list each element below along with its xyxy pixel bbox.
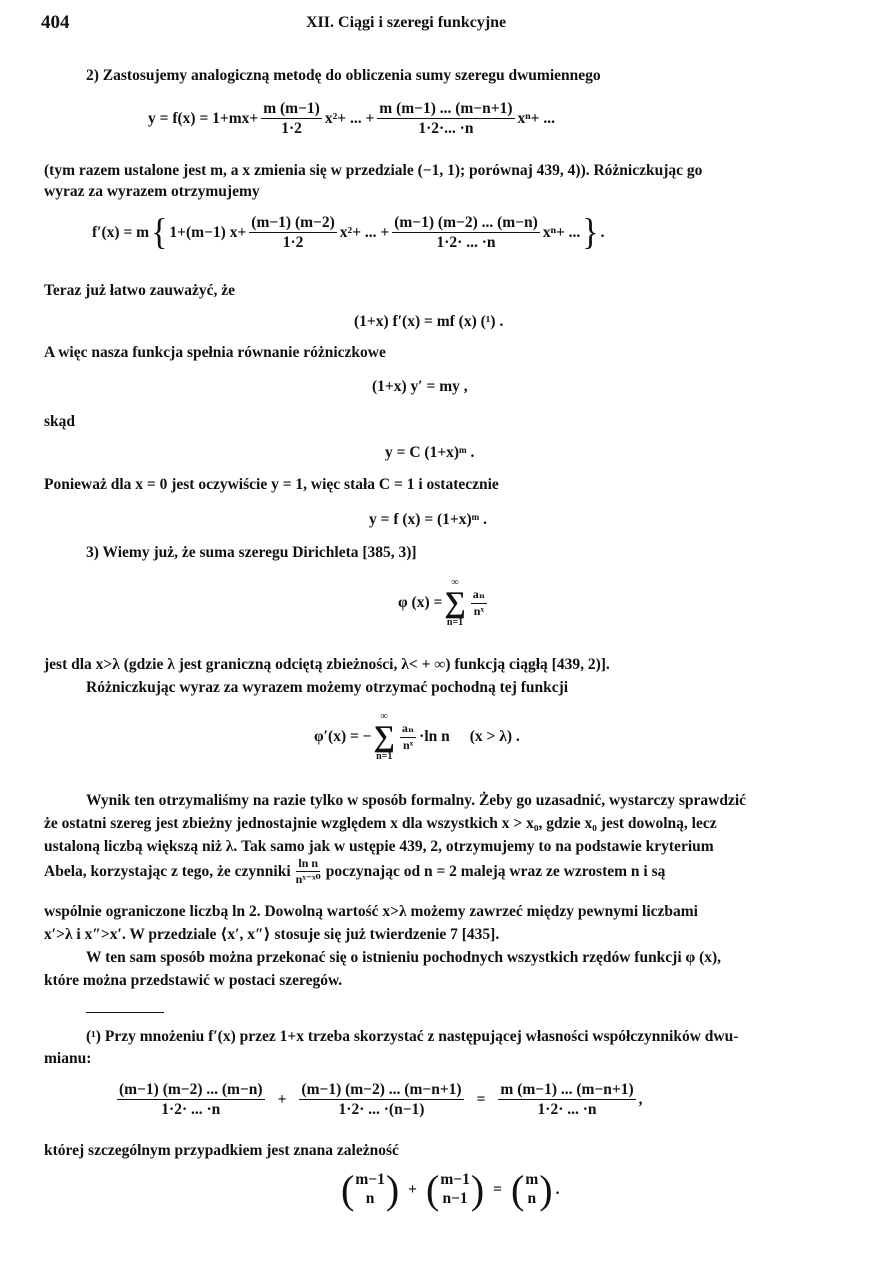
paragraph-line: skąd xyxy=(44,413,76,430)
equation-part: , xyxy=(638,1090,643,1108)
equation-line: (1+x) f′(x) = mf (x) (¹) . xyxy=(354,313,504,330)
page-number: 404 xyxy=(41,12,70,33)
sigma-symbol: ∑ xyxy=(373,720,395,753)
paragraph-line: wspólnie ograniczone liczbą ln 2. Dowolną wartość x>λ możemy zawrzeć między pewnymi liczbami xyxy=(44,903,698,920)
equation-part: . xyxy=(555,1181,560,1198)
fraction-denominator: 1·2· ... ·n xyxy=(436,234,496,252)
paragraph-line: że ostatni szereg jest zbieżny jednostajnie względem x dla wszystkich x > x₀, gdzie x₀ jest dowolną, lecz xyxy=(44,815,717,832)
fraction-denominator: nˣ⁻ˣ⁰ xyxy=(295,872,321,887)
fraction-denominator: nˣ xyxy=(402,737,414,752)
paragraph-line: wyraz za wyrazem otrzymujemy xyxy=(44,183,260,200)
fraction xyxy=(471,588,487,617)
footnote-line: której szczególnym przypadkiem jest znana zależność xyxy=(44,1142,399,1159)
equation-operator: = xyxy=(476,1090,486,1108)
fraction xyxy=(377,100,514,137)
equation-part: x²+ ... + xyxy=(339,223,390,241)
equation-part: xⁿ+ ... xyxy=(542,223,581,241)
fraction-numerator: m (m−1) ... (m−n+1) xyxy=(498,1081,635,1100)
equation-part: φ (x) = xyxy=(398,594,443,611)
text-segment: Abela, korzystając z tego, że czynniki xyxy=(44,862,291,880)
equation-line: y = C (1+x)ᵐ . xyxy=(385,444,475,461)
text-segment: poczynając od n = 2 maleją wraz ze wzrostem n i są xyxy=(325,862,666,880)
paragraph-line-with-fraction xyxy=(44,857,665,886)
fraction xyxy=(117,1081,265,1118)
fraction-numerator: (m−1) (m−2) xyxy=(249,214,337,233)
sum-upper-limit: ∞ xyxy=(451,577,459,588)
summation xyxy=(444,578,465,628)
equation-operator: + xyxy=(277,1090,287,1108)
equation-derivative-series xyxy=(92,211,605,253)
footnote-line: (¹) Przy mnożeniu f′(x) przez 1+x trzeba skorzystać z następującej własności współczynników dwu- xyxy=(86,1028,739,1045)
fraction-denominator: 1·2· ... ·n xyxy=(161,1101,221,1119)
binomial-top: m−1 xyxy=(440,1171,470,1189)
equation-part: ·ln n xyxy=(419,728,450,745)
fraction-numerator: (m−1) (m−2) ... (m−n+1) xyxy=(299,1081,463,1100)
paragraph-line: ustaloną liczbą większą niż λ. Tak samo jak w ustępie 439, 2, otrzymujemy to na podstawie kryterium xyxy=(44,838,714,855)
equation-part: y = f(x) = 1+mx+ xyxy=(148,109,259,127)
binomial-bottom: n xyxy=(365,1190,375,1207)
binomial-top: m xyxy=(525,1171,539,1189)
summation xyxy=(374,712,395,762)
paragraph-line: Różniczkując wyraz za wyrazem możemy otrzymać pochodną tej funkcji xyxy=(86,679,569,696)
paragraph-line: jest dla x>λ (gdzie λ jest graniczną odciętą zbieżności, λ< + ∞) funkcją ciągłą [439, 2)]. xyxy=(44,656,610,673)
fraction-denominator: 1·2· ... ·n xyxy=(537,1101,597,1119)
brace-open: { xyxy=(151,211,168,253)
fraction xyxy=(400,722,416,751)
brace-close: } xyxy=(582,211,599,253)
equation-part: f′(x) = m xyxy=(92,223,150,241)
paragraph-line: 2) Zastosujemy analogiczną metodę do obliczenia sumy szeregu dwumiennego xyxy=(86,67,601,84)
paragraph-line: x′>λ i x″>x′. W przedziale ⟨x′, x″⟩ stosuje się już twierdzenie 7 [435]. xyxy=(44,926,500,943)
binomial-top: m−1 xyxy=(355,1171,385,1189)
paragraph-line: W ten sam sposób można przekonać się o istnieniu pochodnych wszystkich rzędów funkcji φ (x), xyxy=(86,949,722,966)
fraction-denominator: 1·2 xyxy=(281,120,302,138)
fraction-numerator: aₙ xyxy=(400,722,416,737)
fraction-numerator: (m−1) (m−2) ... (m−n) xyxy=(117,1081,265,1100)
fraction xyxy=(299,1081,463,1118)
equation-operator: + xyxy=(408,1181,417,1198)
paragraph-line: Teraz już łatwo zauważyć, że xyxy=(44,282,235,299)
fraction xyxy=(249,214,337,251)
binomial-bottom: n xyxy=(527,1190,537,1207)
fraction xyxy=(294,857,323,886)
fraction-numerator: (m−1) (m−2) ... (m−n) xyxy=(392,214,540,233)
fraction xyxy=(392,214,540,251)
equation-line: y = f (x) = (1+x)ᵐ . xyxy=(369,511,488,528)
fraction xyxy=(498,1081,635,1118)
fraction-denominator: nˣ xyxy=(473,603,484,618)
paragraph-line: 3) Wiemy już, że suma szeregu Dirichleta [385, 3)] xyxy=(86,544,417,561)
fraction-numerator: m (m−1) ... (m−n+1) xyxy=(377,100,514,119)
equation-part: φ′(x) = − xyxy=(314,728,372,745)
equation-part: . xyxy=(600,223,605,241)
binomial-bottom: n−1 xyxy=(442,1190,468,1207)
footnote-line: mianu: xyxy=(44,1050,92,1067)
binomial-coefficient: ( m n ) xyxy=(511,1167,553,1212)
equation-operator: = xyxy=(493,1181,502,1198)
paragraph-line: Ponieważ dla x = 0 jest oczywiście y = 1, więc stała C = 1 i ostatecznie xyxy=(44,476,499,493)
equation-condition: (x > λ) . xyxy=(469,728,520,745)
sum-upper-limit: ∞ xyxy=(380,711,388,722)
fraction-denominator: 1·2 xyxy=(282,234,304,252)
equation-part: xⁿ+ ... xyxy=(517,109,556,127)
paragraph-line: (tym razem ustalone jest m, a x zmienia się w przedziale (−1, 1); porównaj 439, 4)). Różniczkując go xyxy=(44,162,703,179)
sum-lower-limit: n=1 xyxy=(376,751,393,762)
fraction-numerator: m (m−1) xyxy=(261,100,322,119)
sum-lower-limit: n=1 xyxy=(446,617,464,628)
equation-binomial-identity xyxy=(114,1081,643,1118)
fraction xyxy=(261,100,322,137)
equation-pascal-rule xyxy=(338,1167,560,1212)
running-title: XII. Ciągi i szeregi funkcyjne xyxy=(306,14,507,31)
binomial-coefficient: ( m−1 n ) xyxy=(341,1167,400,1212)
fraction-denominator: 1·2·... ·n xyxy=(418,120,474,138)
equation-part: x²+ ... + xyxy=(324,109,375,127)
fraction-numerator: aₙ xyxy=(471,588,487,603)
paragraph-line: A więc nasza funkcja spełnia równanie różniczkowe xyxy=(44,344,386,361)
equation-dirichlet-series xyxy=(398,578,490,628)
fraction-denominator: 1·2· ... ·(n−1) xyxy=(338,1101,425,1119)
equation-binomial-series xyxy=(148,100,555,137)
paragraph-line: które można przedstawić w postaci szeregów. xyxy=(44,972,343,989)
equation-part: 1+(m−1) x+ xyxy=(169,223,247,241)
footnote-separator xyxy=(86,1012,164,1013)
binomial-coefficient: ( m−1 n−1 ) xyxy=(426,1167,485,1212)
sigma-symbol: ∑ xyxy=(444,586,466,619)
equation-line: (1+x) y′ = my , xyxy=(372,378,468,395)
fraction-numerator: ln n xyxy=(296,857,320,872)
equation-derivative-dirichlet xyxy=(314,712,520,762)
paragraph-line: Wynik ten otrzymaliśmy na razie tylko w sposób formalny. Żeby go uzasadnić, wystarczy sprawdzić xyxy=(86,792,747,809)
